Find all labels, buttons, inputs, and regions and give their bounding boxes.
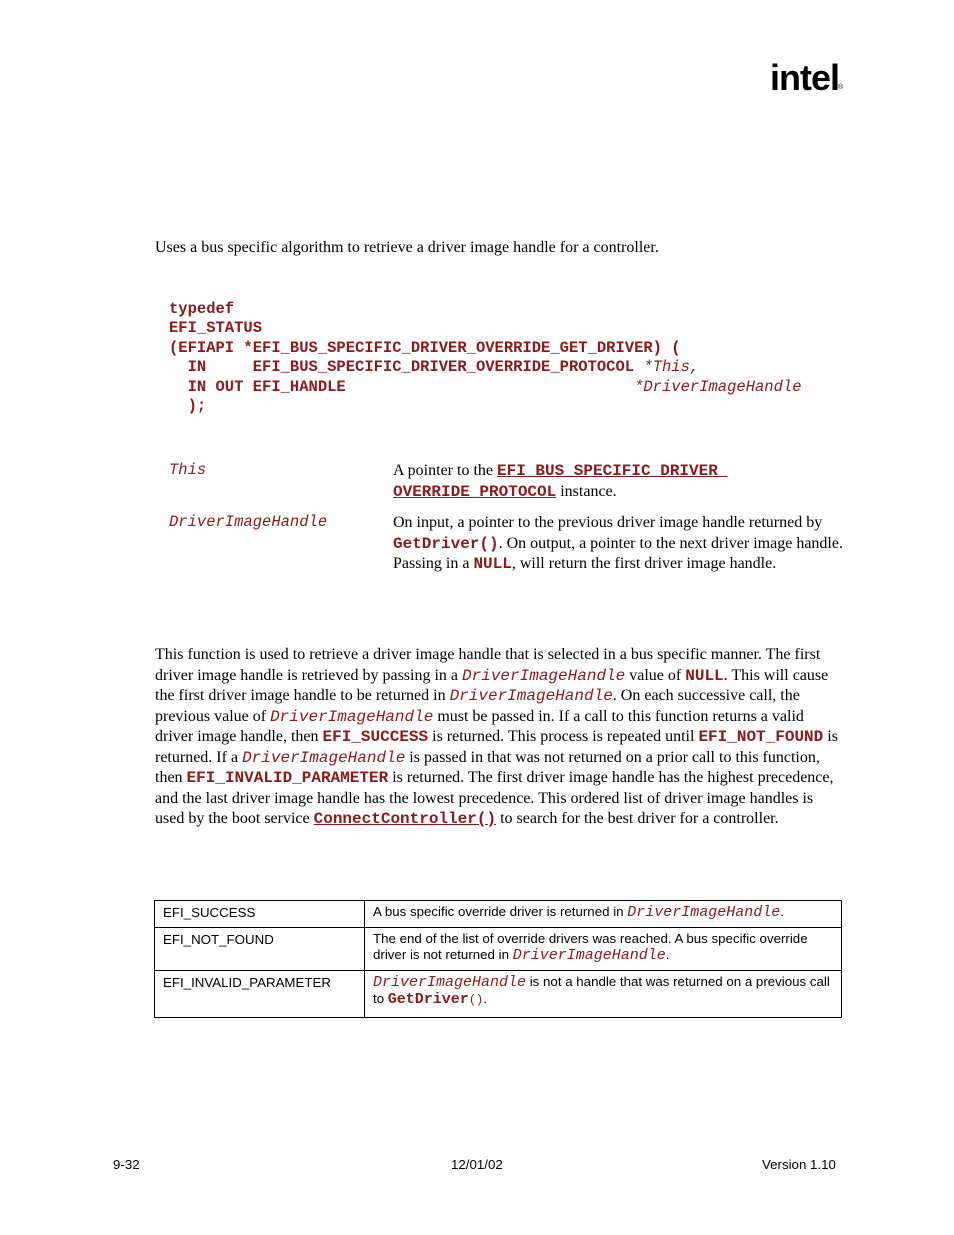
- proto-line-6: );: [169, 397, 207, 416]
- status-desc-text: is not a handle that was returned on a previous call to: [373, 974, 830, 1006]
- protocol-link-cont[interactable]: OVERRIDE_PROTOCOL: [393, 482, 557, 501]
- status-desc-text: .: [665, 947, 670, 962]
- desc-code: DriverImageHandle: [242, 748, 406, 767]
- param-desc-driverimagehandle: [393, 513, 843, 575]
- intel-logo: [770, 58, 850, 106]
- param-name-this: This: [169, 461, 207, 479]
- table-row: [155, 971, 842, 1018]
- status-desc-code: DriverImageHandle: [512, 947, 666, 964]
- footer-page-number: 9-32: [113, 1157, 140, 1172]
- desc-code: EFI_SUCCESS: [322, 728, 429, 746]
- desc-text: is returned. This process is repeated until: [428, 728, 699, 745]
- desc-code: DriverImageHandle: [270, 707, 434, 726]
- param-desc-text: . On output, a pointer to the next driver image handle. Passing in a: [393, 534, 843, 572]
- status-desc-cell: [365, 901, 842, 928]
- protocol-link[interactable]: EFI_BUS_SPECIFIC_DRIVER_: [496, 462, 728, 480]
- proto-line-2: EFI_STATUS: [169, 319, 263, 338]
- desc-text: . On each successive call, the previous value of: [155, 687, 800, 725]
- proto-line-5: IN OUT EFI_HANDLE: [169, 377, 635, 396]
- param-desc-this: [393, 461, 843, 502]
- desc-text: value of: [625, 666, 686, 684]
- proto-line-3: (EFIAPI *EFI_BUS_SPECIFIC_DRIVER_OVERRIDE_GET_DRIVER) (: [169, 338, 681, 357]
- proto-arg-this: *This,: [643, 358, 700, 377]
- status-desc-cell: [365, 928, 842, 971]
- desc-text: must be passed in. If a call to this function returns a valid driver image handle, then: [155, 707, 804, 745]
- status-code-cell: EFI_NOT_FOUND: [155, 928, 365, 971]
- status-desc-text: .: [780, 904, 784, 919]
- description-paragraph: [155, 645, 845, 830]
- registered-mark: ®: [838, 84, 844, 91]
- param-name-driverimagehandle: DriverImageHandle: [169, 513, 328, 531]
- desc-code: EFI_NOT_FOUND: [698, 728, 824, 746]
- table-row: [155, 928, 842, 971]
- param-desc-text: , will return the first driver image handle.: [511, 555, 777, 572]
- desc-text: . This will cause the first driver image handle to be returned in: [155, 666, 829, 704]
- footer-version: Version 1.10: [762, 1157, 836, 1172]
- status-desc-code: (): [468, 993, 484, 1007]
- status-code-cell: EFI_INVALID_PARAMETER: [155, 971, 365, 1018]
- connectcontroller-link[interactable]: ConnectController(): [313, 810, 497, 828]
- status-desc-code: GetDriver: [387, 991, 469, 1008]
- proto-arg-driverimagehandle: *DriverImageHandle: [634, 377, 802, 396]
- proto-line-4: IN EFI_BUS_SPECIFIC_DRIVER_OVERRIDE_PROTOCOL: [169, 358, 644, 377]
- proto-line-1: typedef: [169, 300, 235, 318]
- null-code: NULL: [473, 555, 512, 573]
- desc-code: DriverImageHandle: [449, 687, 613, 705]
- status-desc-code: DriverImageHandle: [373, 974, 527, 991]
- status-desc-text: A bus specific override driver is returned in: [373, 904, 628, 919]
- status-desc-text: The end of the list of override drivers was reached. A bus specific override driver is not returned in: [373, 931, 808, 962]
- desc-code: DriverImageHandle: [462, 666, 626, 685]
- getdriver-code: GetDriver(): [393, 534, 499, 553]
- desc-text: is returned. The first driver image handle has the highest precedence, and the last driver image handle has the lowest precedence. This ordered list of driver image handles is used by the boot service: [155, 769, 834, 827]
- prototype-block: [169, 300, 802, 416]
- param-desc-text: On input, a pointer to the previous driver image handle returned by: [393, 514, 823, 531]
- desc-text: to search for the best driver for a controller.: [496, 810, 779, 827]
- status-desc-code: DriverImageHandle: [627, 904, 781, 921]
- logo-text: intel: [770, 57, 840, 98]
- summary-text: Uses a bus specific algorithm to retrieve a driver image handle for a controller.: [155, 239, 659, 256]
- param-desc-text: instance.: [556, 482, 617, 500]
- desc-code: EFI_INVALID_PARAMETER: [186, 769, 389, 787]
- status-desc-text: .: [483, 991, 487, 1006]
- desc-text: is passed in that was not returned on a prior call to this function, then: [155, 748, 820, 786]
- desc-text: This function is used to retrieve a driver image handle that is selected in a bus specific manner. The first driver image handle is retrieved by passing in a: [155, 646, 821, 684]
- table-row: [155, 901, 842, 928]
- status-desc-cell: [365, 971, 842, 1018]
- desc-text: is returned. If a: [155, 728, 838, 766]
- param-desc-text: A pointer to the: [393, 462, 497, 479]
- status-codes-table: [154, 900, 842, 1018]
- footer-date: 12/01/02: [451, 1157, 503, 1172]
- desc-code: NULL: [685, 666, 724, 685]
- status-code-cell: EFI_SUCCESS: [155, 901, 365, 928]
